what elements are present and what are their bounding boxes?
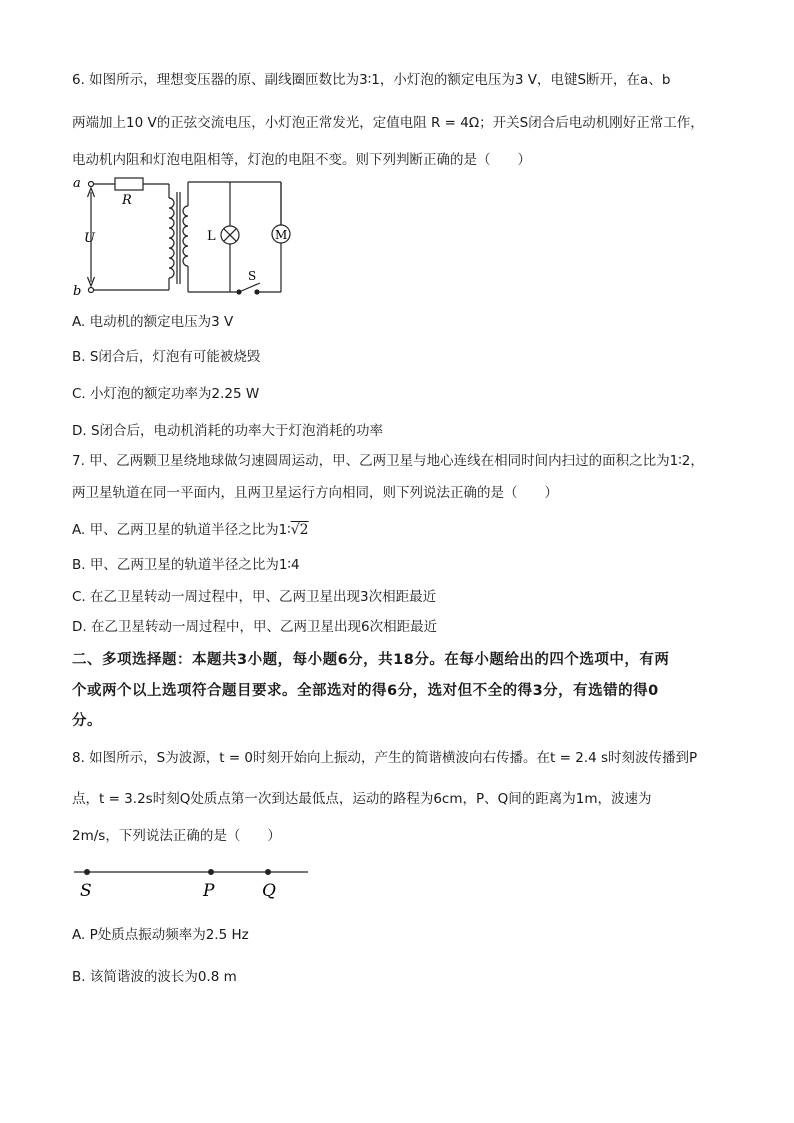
section2-heading-line-2: 个或两个以上选项符合题目要求。全部选对的得6分，选对但不全的得3分，有选错的得0: [72, 683, 659, 699]
point-s: [84, 869, 90, 875]
q8-option-b: B. 该简谐波的波长为0.8 m: [72, 969, 237, 985]
switch-label: S: [248, 269, 257, 283]
q7-option-a: [72, 520, 309, 540]
section2-heading-line-3: 分。: [72, 713, 102, 729]
label-s: S: [80, 881, 92, 901]
q8-stem-line-2: 点，t = 3.2s时刻Q处质点第一次到达最低点，运动的路程为6cm，P、Q间的距离为1m，波速为: [72, 791, 652, 807]
q6-circuit-diagram: [70, 170, 300, 302]
point-q: [265, 869, 271, 875]
q7-option-c: C. 在乙卫星转动一周过程中，甲、乙两卫星出现3次相距最近: [72, 589, 437, 605]
q6-stem-line-2: 两端加上10 V的正弦交流电压，小灯泡正常发光，定值电阻 R = 4Ω；开关S闭合后电动机刚好正常工作，: [72, 115, 704, 131]
q7-option-b: B. 甲、乙两卫星的轨道半径之比为1∶4: [72, 557, 300, 573]
point-p: [208, 869, 214, 875]
q6-option-d: D. S闭合后，电动机消耗的功率大于灯泡消耗的功率: [72, 423, 384, 439]
q8-option-a: A. P处质点振动频率为2.5 Hz: [72, 927, 249, 943]
resistor-label: R: [122, 193, 132, 208]
q7-stem-line-1: 7. 甲、乙两颗卫星绕地球做匀速圆周运动，甲、乙两卫星与地心连线在相同时间内扫过的面积之比为1∶2，: [72, 453, 704, 469]
q6-stem-line-3: 电动机内阻和灯泡电阻相等，灯泡的电阻不变。则下列判断正确的是（ ）: [72, 152, 531, 168]
motor-label: M: [275, 228, 288, 242]
q7-option-d: D. 在乙卫星转动一周过程中，甲、乙两卫星出现6次相距最近: [72, 619, 438, 635]
label-p: P: [203, 881, 215, 901]
label-q: Q: [262, 881, 276, 901]
terminal-a-label: a: [73, 176, 81, 191]
sqrt-two: √2: [290, 522, 309, 538]
q6-stem-line-1: 6. 如图所示，理想变压器的原、副线圈匝数比为3∶1，小灯泡的额定电压为3 V，电键S断开，在a、b: [72, 72, 671, 88]
q8-wave-diagram: [70, 860, 320, 906]
q6-option-a: A. 电动机的额定电压为3 V: [72, 314, 234, 330]
q6-option-c: C. 小灯泡的额定功率为2.25 W: [72, 386, 260, 402]
section2-heading-line-1: 二、多项选择题：本题共3小题，每小题6分，共18分。在每小题给出的四个选项中，有两: [72, 652, 670, 668]
q7-stem-line-2: 两卫星轨道在同一平面内，且两卫星运行方向相同，则下列说法正确的是（ ）: [72, 485, 558, 501]
q8-stem-line-1: 8. 如图所示，S为波源，t = 0时刻开始向上振动，产生的简谐横波向右传播。在t = 2.4 s时刻波传播到P: [72, 750, 698, 766]
q7-option-a-text: A. 甲、乙两卫星的轨道半径之比为1∶: [72, 522, 291, 538]
lamp-label: L: [207, 229, 216, 244]
q6-option-b: B. S闭合后，灯泡有可能被烧毁: [72, 349, 261, 365]
terminal-b-label: b: [73, 284, 82, 299]
voltage-label: U: [84, 231, 95, 246]
q8-stem-line-3: 2m/s，下列说法正确的是（ ）: [72, 828, 281, 844]
